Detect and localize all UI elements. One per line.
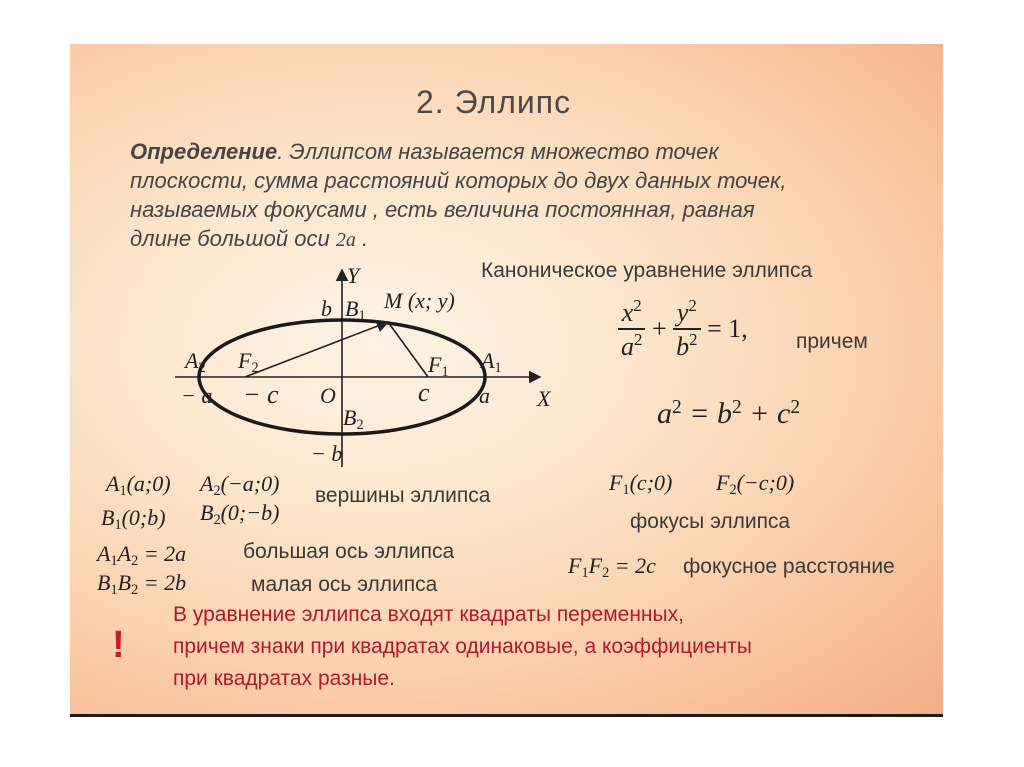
definition-term: Определение — [130, 139, 278, 164]
definition-end: . — [361, 226, 369, 251]
relation-equation: $a^2 = b^2 + c^2$ — [657, 397, 801, 430]
slide-bottom-border — [70, 714, 943, 717]
focus-f1: $F_1(c;0)$ — [609, 470, 673, 498]
minor-axis-label: малая ось эллипса — [251, 573, 438, 596]
f2-label: $F_2$ — [238, 348, 259, 376]
vertex-b1: $B_1(0;b)$ — [101, 505, 166, 533]
f1-label: $F_1$ — [428, 352, 449, 380]
minor-axis-eq: $B_1B_2 = 2b$ — [97, 570, 187, 598]
major-axis-eq: $A_1A_2 = 2a$ — [97, 541, 187, 569]
canonical-note: причем — [796, 330, 868, 353]
axis-x-label: X — [537, 386, 551, 411]
slide-title: 2. Эллипс — [416, 84, 572, 120]
canonical-equation: $\frac{x^2}{a^2}$ + $\frac{y^2}{b^2}$ = 1, — [618, 296, 748, 362]
minus-a-label: − a — [181, 383, 213, 408]
a1-label: $A_1$ — [481, 348, 502, 376]
note-line-1: В уравнение эллипса входят квадраты переменных, — [173, 603, 684, 626]
note-line-2: причем знаки при квадратах одинаковые, а коэффициенты — [173, 635, 752, 658]
definition-line-1 — [130, 137, 719, 166]
focal-distance-eq: $F_1F_2 = 2c$ — [568, 553, 656, 581]
definition-line-4 — [130, 224, 368, 255]
b2-label: $B_2$ — [343, 405, 364, 433]
major-axis-label: большая ось эллипса — [243, 540, 455, 563]
y-fraction: $\frac{y^2}{b^2}$ — [673, 296, 700, 362]
b1-label: $B_1$ — [345, 296, 366, 324]
focus-f2: $F_2(-c;0)$ — [716, 470, 795, 498]
vertex-a1: $A_1(a;0)$ — [106, 471, 171, 499]
foci-label: фокусы эллипса — [630, 510, 791, 533]
origin-label: O — [320, 383, 336, 408]
vertices-label: вершины эллипса — [315, 484, 491, 507]
a2-label: $A_2$ — [185, 348, 206, 376]
canonical-heading: Каноническое уравнение эллипса — [481, 259, 813, 282]
definition-line-3: называемых фокусами , есть величина постоянная, равная — [130, 197, 755, 222]
x-fraction: $\frac{x^2}{a^2}$ — [618, 296, 645, 362]
b-label: b — [321, 296, 332, 321]
a-label: a — [479, 383, 490, 408]
focal-distance-label: фокусное расстояние — [683, 555, 895, 578]
axis-y-label: Y — [347, 263, 360, 288]
vertex-a2: $A_2(-a;0)$ — [200, 471, 280, 499]
m-point-label: M (x; y) — [384, 288, 455, 313]
definition-math: 2a — [335, 229, 356, 251]
minus-c-label: − c — [243, 380, 279, 409]
definition-line-2: плоскости, сумма расстояний которых до двух данных точек, — [130, 168, 787, 193]
c-label: c — [418, 378, 430, 407]
vertex-b2: $B_2(0;-b)$ — [200, 500, 280, 528]
definition-text-1: . Эллипсом называется множество точек — [277, 139, 719, 164]
note-line-3: при квадратах разные. — [173, 667, 395, 690]
minus-b-label: − b — [311, 441, 343, 466]
definition-text-4: длине большой оси — [130, 226, 330, 251]
exclamation-mark: ! — [112, 624, 125, 666]
ellipse-diagram — [170, 262, 570, 472]
